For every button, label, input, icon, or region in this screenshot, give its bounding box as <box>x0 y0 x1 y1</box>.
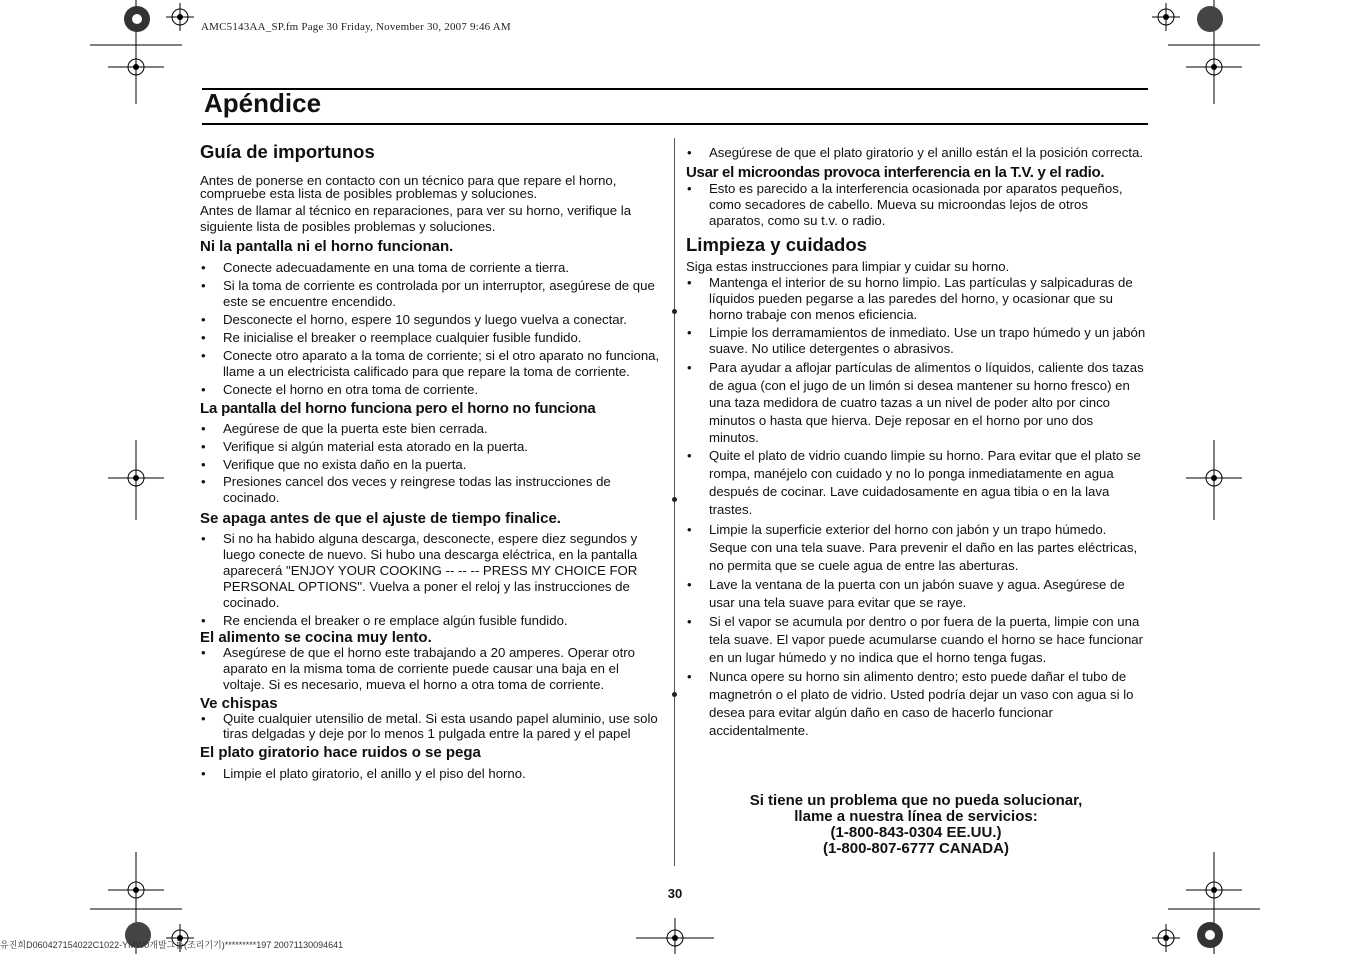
cleaning-intro: Siga estas instrucciones para limpiar y cuidar su horno. <box>686 259 1010 274</box>
bullet-list <box>200 766 660 782</box>
section-heading: Ni la pantalla ni el horno funcionan. <box>200 238 454 255</box>
list-item: • Conecte el horno en otra toma de corriente. <box>200 382 660 398</box>
troubleshooting-heading: Guía de importunos <box>200 141 375 162</box>
print-footer: 유진희D060427154022C1022-YMW0개발그룹(조리기기)*********197 20071130094641 <box>0 940 344 950</box>
page-number: 30 <box>667 886 683 901</box>
bullet-dot <box>672 497 677 502</box>
title-rule-top <box>202 88 1148 90</box>
bullet-list <box>200 421 660 506</box>
bullet-list <box>686 275 1146 740</box>
bullet-list <box>686 181 1146 229</box>
intro-paragraph: Antes de ponerse en contacto con un técnico para que repare el horno, compruebe esta lista de posibles problemas y soluciones. <box>200 173 617 201</box>
section-heading: Ve chispas <box>200 695 278 712</box>
list-item: • Verifique si algún material esta atorado en la puerta. <box>200 439 660 455</box>
list-item: • Quite el plato de vidrio cuando limpie su horno. Para evitar que el plato se rompa, manéjelo con cuidado y no lo ponga inmediatamente en agua después de cocinar. Lave cuidadosamente en agua tibia o en la lava trastes. <box>686 447 1146 519</box>
section-heading: Usar el microondas provoca interferencia en la T.V. y el radio. <box>686 164 1105 181</box>
service-phone-canada: (1-800-807-6777 CANADA) <box>823 840 1009 857</box>
bullet-list <box>200 711 660 741</box>
list-item: • Aegúrese de que la puerta este bien cerrada. <box>200 421 660 437</box>
left-column <box>200 141 660 782</box>
bullet-list <box>200 645 660 693</box>
section-heading: El alimento se cocina muy lento. <box>200 629 432 646</box>
list-item: • Si no ha habido alguna descarga, desconecte, espere diez segundos y luego conecte de nuevo. Si hubo una descarga eléctrica, en la pantalla aparecerá "ENJOY YOUR COOKING -- -- -- PRESS MY CHOICE FOR PERSONAL OPTIONS". Vuelva a poner el reloj y las instrucciones de cocinado. <box>200 531 660 611</box>
service-line: Si tiene un problema que no pueda solucionar, <box>749 792 1083 809</box>
list-item: • Asegúrese de que el horno este trabajando a 20 amperes. Operar otro aparato en la misma toma de corriente puede causar una baja en el voltaje. Si es necesario, mueva el horno a otra toma de corriente. <box>200 645 660 693</box>
cleaning-heading: Limpieza y cuidados <box>686 234 867 255</box>
list-item: • Mantenga el interior de su horno limpio. Las partículas y salpicaduras de líquidos pueden pegarse a las paredes del horno, y ocasionar que su horno trabaje con menos eficiencia. <box>686 275 1146 323</box>
bullet-list <box>200 260 660 398</box>
intro-paragraph: Antes de llamar al técnico en reparaciones, para ver su horno, verifique la siguiente lista de posibles problemas y soluciones. <box>200 203 632 234</box>
section-heading: El plato giratorio hace ruidos o se pega <box>200 744 481 761</box>
list-item: • Re encienda el breaker o re emplace algún fusible fundido. <box>200 613 660 629</box>
title-rule-bottom <box>202 123 1148 125</box>
right-column <box>686 145 1146 740</box>
list-item: • Limpie la superficie exterior del horno con jabón y un trapo húmedo. Seque con una tela suave. Para prevenir el daño en las partes eléctricas, no permita que se cuele agua de entre las aberturas. <box>686 521 1146 575</box>
list-item: • Esto es parecido a la interferencia ocasionada por aparatos pequeños, como secadores de cabello. Mueva su microondas lejos de otros aparatos, como su t.v. o radio. <box>686 181 1146 229</box>
bullet-dot <box>672 309 677 314</box>
list-item: • Limpie el plato giratorio, el anillo y el piso del horno. <box>200 766 660 782</box>
list-item: • Presiones cancel dos veces y reingrese todas las instrucciones de cocinado. <box>200 474 660 506</box>
bullet-dot <box>672 692 677 697</box>
list-item: • Si la toma de corriente es controlada por un interruptor, asegúrese de que este se encuentre encendido. <box>200 278 660 310</box>
bullet-list <box>686 145 1146 161</box>
list-item: • Si el vapor se acumula por dentro o por fuera de la puerta, limpie con una tela suave. El vapor puede acumularse cuando el horno se hace funcionar en un lugar húmedo y no indica que el horno tenga fugas. <box>686 613 1146 667</box>
service-phone-us: (1-800-843-0304 EE.UU.) <box>830 824 1002 841</box>
list-item: • Quite cualquier utensilio de metal. Si esta usando papel aluminio, use solo tiras delgadas y deje por lo menos 1 pulgada entre la pared y el papel <box>200 711 660 741</box>
list-item: • Conecte adecuadamente en una toma de corriente a tierra. <box>200 260 660 276</box>
list-item: • Asegúrese de que el plato giratorio y el anillo están el la posición correcta. <box>686 145 1146 161</box>
page-title: Apéndice <box>204 88 322 118</box>
section-heading: Se apaga antes de que el ajuste de tiempo finalice. <box>200 510 561 527</box>
bullet-list <box>200 531 660 629</box>
list-item: • Nunca opere su horno sin alimento dentro; esto puede dañar el tubo de magnetrón o el plato de vidrio. Usted podría dejar un vaso con agua si lo desea para evitar algún daño en caso de hacerlo funcionar accidentalmente. <box>686 668 1146 740</box>
list-item: • Verifique que no exista daño en la puerta. <box>200 457 660 473</box>
section-heading: La pantalla del horno funciona pero el horno no funciona <box>200 400 596 417</box>
list-item: • Limpie los derramamientos de inmediato. Use un trapo húmedo y un jabón suave. No utilice detergentes o abrasivos. <box>686 325 1146 357</box>
service-contact <box>686 793 1146 857</box>
list-item: • Lave la ventana de la puerta con un jabón suave y agua. Asegúrese de usar una tela suave para evitar que se raye. <box>686 576 1146 612</box>
print-header: AMC5143AA_SP.fm Page 30 Friday, November 30, 2007 9:46 AM <box>201 21 511 33</box>
list-item: • Re inicialise el breaker o reemplace cualquier fusible fundido. <box>200 330 660 346</box>
list-item: • Desconecte el horno, espere 10 segundos y luego vuelva a conectar. <box>200 312 660 328</box>
column-divider <box>674 138 675 866</box>
list-item: • Conecte otro aparato a la toma de corriente; si el otro aparato no funciona, llame a un electricista calificado para que repare la toma de corriente. <box>200 348 660 380</box>
service-line: llame a nuestra línea de servicios: <box>794 808 1038 825</box>
list-item: • Para ayudar a aflojar partículas de alimentos o líquidos, caliente dos tazas de agua (con el jugo de un limón si desea mantener su horno fresco) en una taza medidora de cuatro tazas a un nivel de poder alto por cinco minutos o hasta que hierva. Deje reposar en el horno por uno dos minutos. <box>686 359 1146 447</box>
